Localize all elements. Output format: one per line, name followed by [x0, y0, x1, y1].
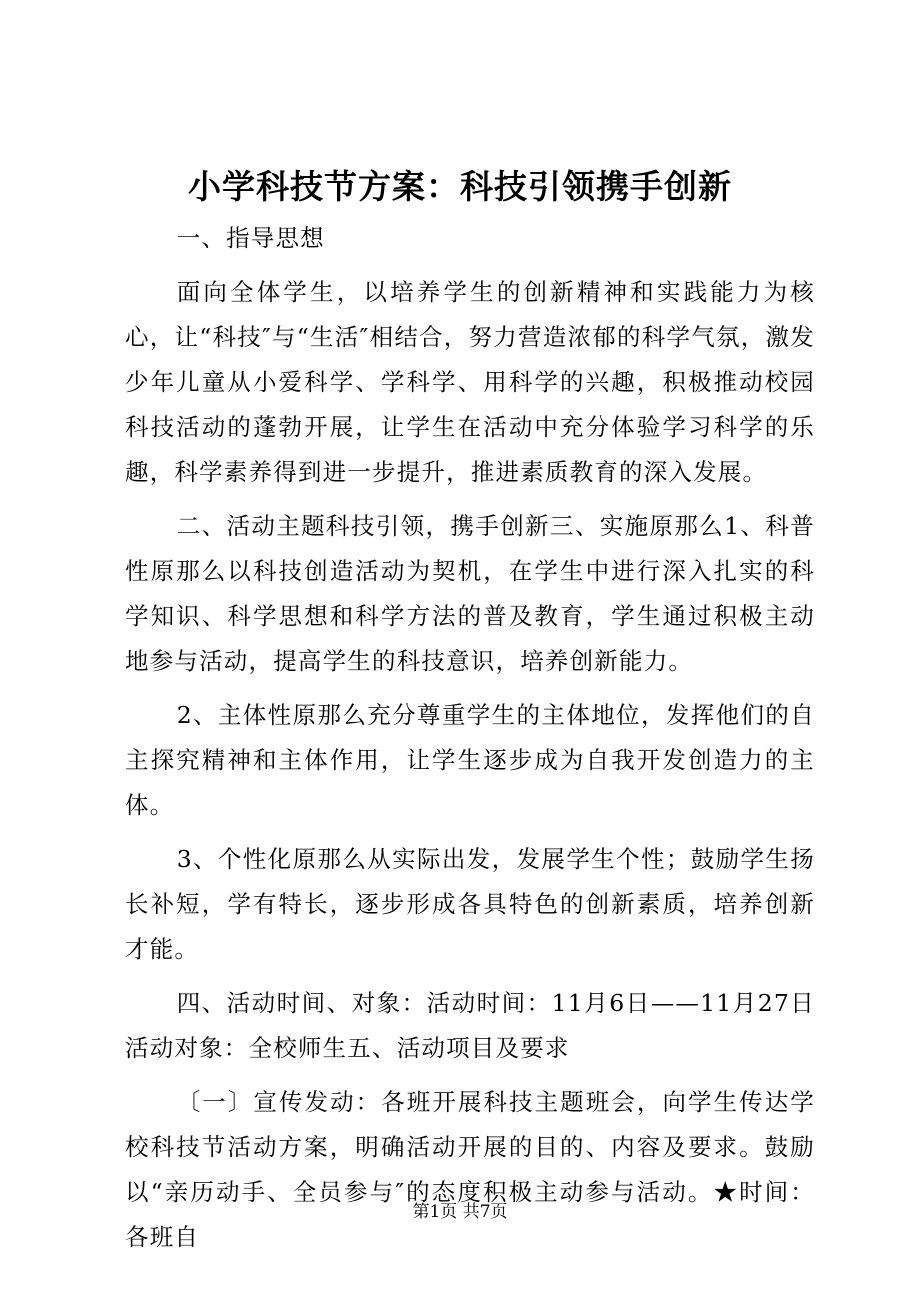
page-number-footer: 第1页 共7页: [412, 1202, 508, 1222]
document-body: [125, 216, 815, 1260]
section-heading-guiding-thought: 一、指导思想: [176, 224, 325, 252]
paragraph-theme-and-principles: 二、活动主题科技引领，携手创新三、实施原那么1、科普性原那么以科技创造活动为契机，在学生中进行深入扎实的科学知识、科学思想和科学方法的普及教育，学生通过积极主动地参与活动，提高学生的科技意识，培养创新能力。: [125, 512, 815, 675]
document-title: 小学科技节方案：科技引领携手创新: [188, 167, 732, 206]
paragraph-principle-individuality: 3、个性化原那么从实际出发，发展学生个性；鼓励学生扬长补短，学有特长，逐步形成各具特色的创新素质，培养创新才能。: [125, 845, 815, 963]
paragraph-publicity: 〔一〕宣传发动：各班开展科技主题班会，向学生传达学校科技节活动方案，明确活动开展的目的、内容及要求。鼓励以“亲历动手、全员参与″的态度积极主动参与活动。★时间：各班自: [125, 1088, 815, 1251]
paragraph-time-and-participants: 四、活动时间、对象：活动时间：11月6日——11月27日活动对象：全校师生五、活动项目及要求: [125, 989, 815, 1062]
paragraph-guiding-thought: 面向全体学生，以培养学生的创新精神和实践能力为核心，让“科技″与“生活″相结合，努力营造浓郁的科学气氛，激发少年儿童从小爱科学、学科学、用科学的兴趣，积极推动校园科技活动的蓬勃开展，让学生在活动中充分体验学习科学的乐趣，科学素养得到进一步提升，推进素质教育的深入发展。: [125, 278, 815, 486]
paragraph-principle-subjectivity: 2、主体性原那么充分尊重学生的主体地位，发挥他们的自主探究精神和主体作用，让学生逐步成为自我开发创造力的主体。: [125, 701, 815, 819]
